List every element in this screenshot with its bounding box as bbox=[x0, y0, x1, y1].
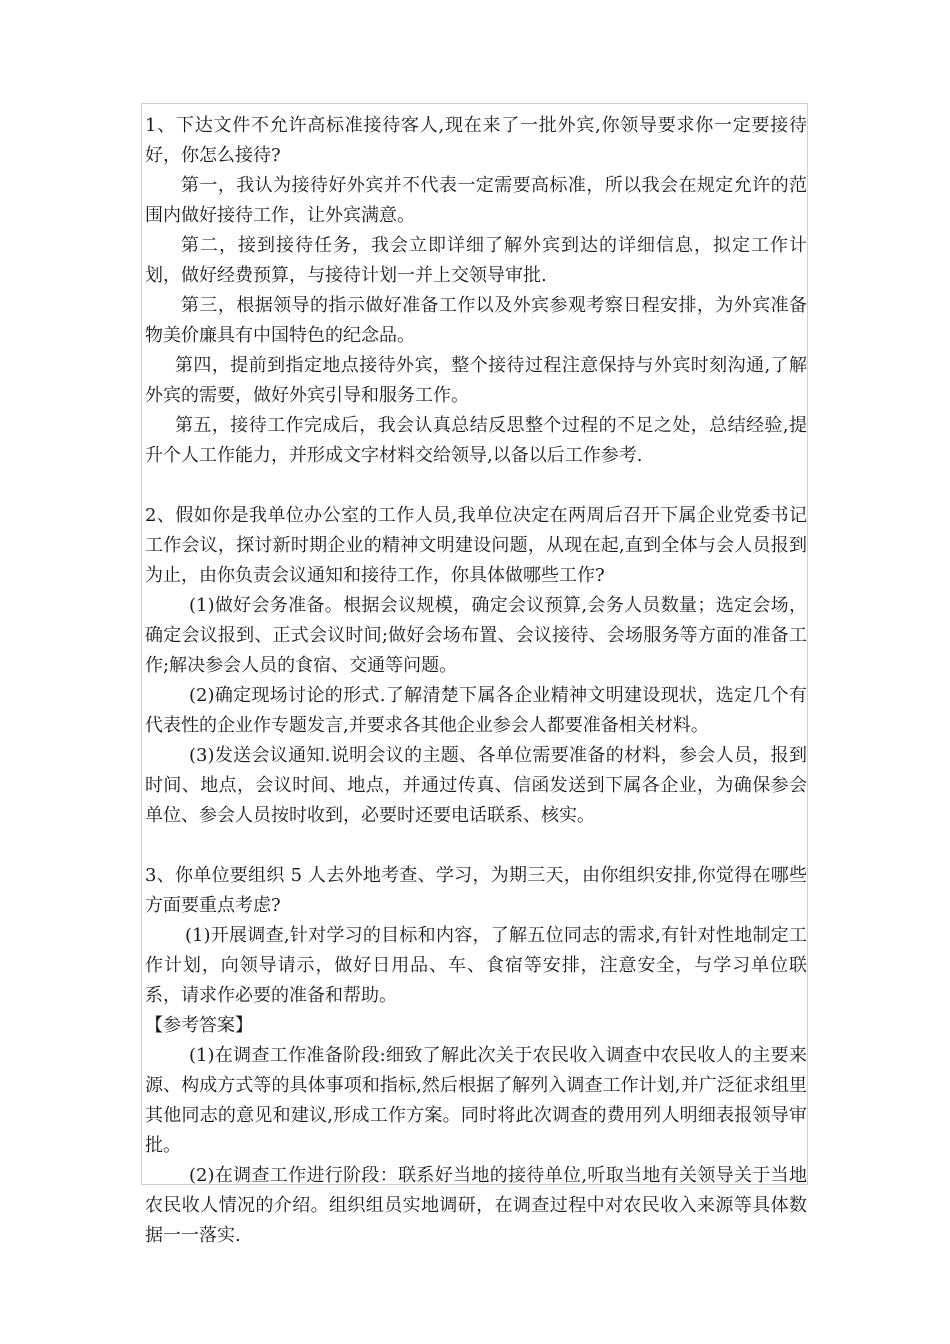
answer-1-3: 第三，根据领导的指示做好准备工作以及外宾参观考察日程安排，为外宾准备物美价廉具有中国特色的纪念品。 bbox=[145, 295, 807, 346]
answer-2-3: (3)发送会议通知.说明会议的主题、各单位需要准备的材料，参会人员，报到时间、地点，会议时间、地点，并通过传真、信函发送到下属各企业，为确保参会单位、参会人员按时收到，必要时还要电话联系、核实。 bbox=[145, 745, 807, 826]
section-gap bbox=[145, 471, 807, 501]
question-1: 1、下达文件不允许高标准接待客人,现在来了一批外宾,你领导要求你一定要接待好，你怎么接待? bbox=[145, 115, 807, 166]
reference-answer-1: (1)在调查工作准备阶段:细致了解此次关于农民收入调查中农民收人的主要来源、构成方式等的具体事项和指标,然后根据了解列入调查工作计划,并广泛征求组里其他同志的意见和建议,形成工作方案。同时将此次调查的费用列人明细表报领导审批。 bbox=[145, 1045, 807, 1156]
answer-1-5: 第五，接待工作完成后，我会认真总结反思整个过程的不足之处，总结经验,提升个人工作能力，并形成文字材料交给领导,以备以后工作参考. bbox=[145, 415, 807, 466]
answer-3-main: (1)开展调查,针对学习的目标和内容，了解五位同志的需求,有针对性地制定工作计划，向领导请示，做好日用品、车、食宿等安排，注意安全，与学习单位联系，请求作必要的准备和帮助。 bbox=[145, 925, 807, 1006]
reference-answer-heading: 【参考答案】 bbox=[145, 1015, 253, 1036]
reference-answer-2: (2)在调查工作进行阶段：联系好当地的接待单位,听取当地有关领导关于当地农民收人情况的介绍。组织组员实地调研，在调查过程中对农民收入来源等具体数据一一落实. bbox=[145, 1165, 807, 1246]
section-gap bbox=[145, 831, 807, 861]
answer-1-4: 第四，提前到指定地点接待外宾，整个接待过程注意保持与外宾时刻沟通,了解外宾的需要，做好外宾引导和服务工作。 bbox=[145, 355, 807, 406]
answer-2-1: (1)做好会务准备。根据会议规模，确定会议预算,会务人员数量；选定会场，确定会议报到、正式会议时间;做好会场布置、会议接待、会场服务等方面的准备工作;解决参会人员的食宿、交通等问题。 bbox=[145, 595, 807, 676]
question-3: 3、你单位要组织 5 人去外地考查、学习，为期三天，由你组织安排,你觉得在哪些方面要重点考虑? bbox=[145, 865, 807, 916]
answer-1-1: 第一，我认为接待好外宾并不代表一定需要高标准，所以我会在规定允许的范围内做好接待工作，让外宾满意。 bbox=[145, 175, 807, 226]
document-body bbox=[145, 111, 807, 1251]
question-2: 2、假如你是我单位办公室的工作人员,我单位决定在两周后召开下属企业党委书记工作会议，探讨新时期企业的精神文明建设问题，从现在起,直到全体与会人员报到为止，由你负责会议通知和接待工作，你具体做哪些工作? bbox=[145, 505, 807, 586]
answer-1-2: 第二，接到接待任务，我会立即详细了解外宾到达的详细信息，拟定工作计划，做好经费预算，与接待计划一并上交领导审批. bbox=[145, 235, 807, 286]
answer-2-2: (2)确定现场讨论的形式.了解清楚下属各企业精神文明建设现状，选定几个有代表性的企业作专题发言,并要求各其他企业参会人都要准备相关材料。 bbox=[145, 685, 807, 736]
